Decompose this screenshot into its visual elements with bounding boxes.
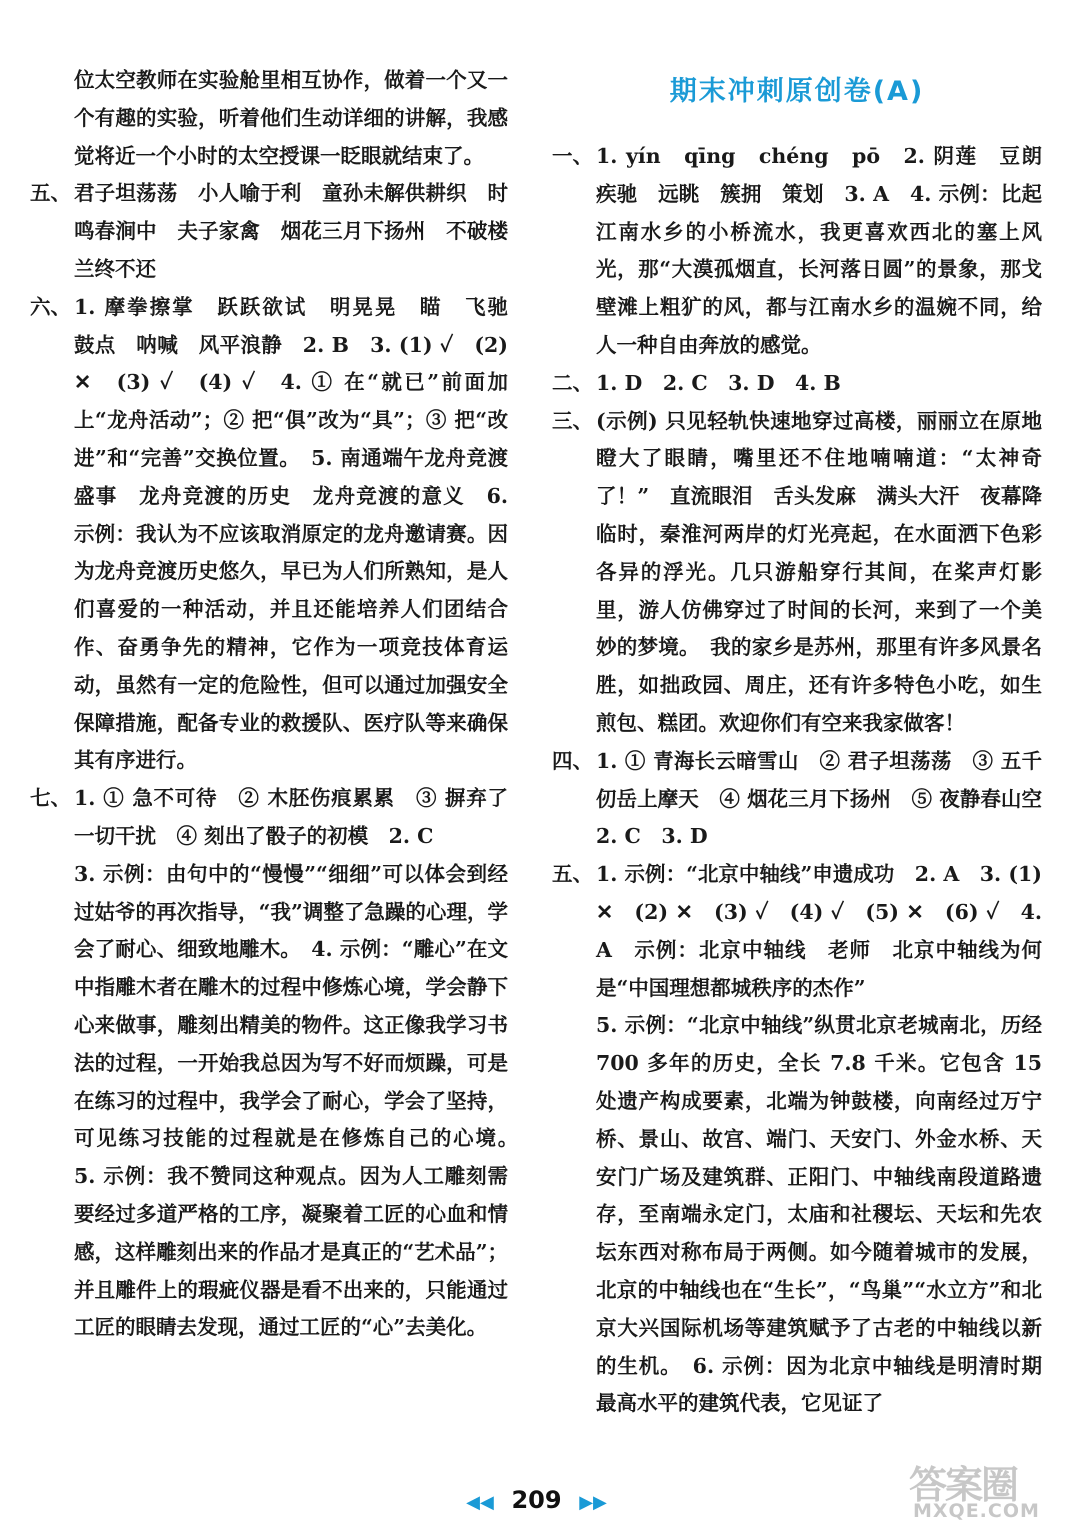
- answer-text: 位太空教师在实验舱里相互协作，做着一个又一个有趣的实验，听着他们生动详细的讲解，我感觉将近一个小时的太空授课一眨眼就结束了。: [74, 68, 508, 168]
- answer-entry: [30, 62, 508, 175]
- answer-entry: [552, 743, 1063, 856]
- answer-text: 1. 摩拳擦掌 跃跃欲试 明晃晃 瞄 飞驰 鼓点 呐喊 风平浪静 2. B 3. (1) ✓ (2) ✕ (3) ✓ (4) ✓ 4. ① 在“就已”前面加上“龙舟活动”；② 把“俱”改为“具”；③ 把“改进”和“完善”交换位置。 5. 南通端午龙舟竞渡盛事 龙舟竞渡的历史 龙舟竞渡的意义 6. 示例：我认为不应该取消原定的龙舟邀请赛。因为龙舟竞渡历史悠久，早已为人们所熟知，是人们喜爱的一种活动，并且还能培养人们团结合作、奋勇争先的精神，它作为一项竞技体育运动，虽然有一定的危险性，但可以通过加强安全保障措施，配备专业的救援队、医疗队等来确保其有序进行。: [74, 294, 529, 773]
- page-number: 209: [511, 1486, 562, 1514]
- answer-text: 1. ① 急不可待 ② 木胚伤痕累累 ③ 摒弃了一切干扰 ④ 刻出了骰子的初模 2. C: [74, 786, 508, 848]
- answer-text: 君子坦荡荡 小人喻于利 童孙未解供耕织 时鸣春涧中 夫子家禽 烟花三月下扬州 不破楼兰终不还: [74, 181, 508, 281]
- right-entries: [552, 138, 1063, 1423]
- answer-text: 1. ① 青海长云暗雪山 ② 君子坦荡荡 ③ 五千仞岳上摩天 ④ 烟花三月下扬州 ⑤ 夜静春山空 2. C 3. D: [596, 748, 1063, 849]
- answer-entry: [30, 780, 508, 856]
- section-label: 一、: [552, 144, 593, 168]
- right-column: [552, 62, 1063, 1423]
- answer-text: 1. D 2. C 3. D 4. B: [596, 370, 841, 395]
- answer-entry: [552, 365, 1042, 403]
- section-label: 五、: [552, 862, 593, 887]
- prev-page-arrow-icon[interactable]: ◀◀: [466, 1492, 494, 1513]
- section-label: 三、: [552, 408, 593, 433]
- section-label: 七、: [30, 786, 71, 811]
- answer-text: (示例) 只见轻轨快速地穿过高楼，丽丽立在原地瞪大了眼睛，嘴里还不住地喃喃道：“太神奇了！” 直流眼泪 舌头发麻 满头大汗 夜幕降临时，秦淮河两岸的灯光亮起，在水面洒下色彩各异的浮光。几只游船穿行其间，在桨声灯影里，游人仿佛穿过了时间的长河，来到了一个美妙的梦境。 我的家乡是苏州，那里有许多风景名胜，如拙政园、周庄，还有许多特色小吃，如生煎包、糕团。欢迎你们有空来我家做客！: [596, 408, 1042, 735]
- section-label: 六、: [30, 294, 71, 319]
- answer-entry: [552, 138, 1063, 365]
- watermark-cn: 答案圈: [909, 1463, 1018, 1507]
- answer-entry: [30, 175, 508, 288]
- watermark-en: MXQE.COM: [913, 1500, 1040, 1522]
- answer-entry: [30, 289, 529, 780]
- answer-text: 1. 示例：“北京中轴线”申遗成功 2. A 3. (1) ✕ (2) ✕ (3) ✓ (4) ✓ (5) ✕ (6) ✓ 4. A 示例：北京中轴线 老师 北京中轴线为何是“中国理想都城秩序的杰作”: [596, 862, 1042, 1000]
- answer-entry: [552, 1007, 1042, 1423]
- section-label: 二、: [552, 370, 593, 395]
- section-label: 四、: [552, 748, 593, 773]
- watermark-logo: [903, 1450, 1053, 1530]
- section-label: 五、: [30, 181, 71, 206]
- answer-text: 1. yín qīng chéng pō 2. 阴莲 豆朗 疾驰 远眺 簇拥 策划 3. A 4. 示例：比起江南水乡的小桥流水，我更喜欢西北的塞上风光，那“大漠孤烟直，长河落日圆”的景象，那戈壁滩上粗犷的风，都与江南水乡的温婉不同，给人一种自由奔放的感觉。: [596, 144, 1063, 357]
- left-column: [30, 62, 529, 1347]
- answer-entry: [30, 856, 529, 1347]
- left-entries: [30, 62, 529, 1347]
- page-title: 期末冲刺原创卷(A): [669, 76, 925, 107]
- next-page-arrow-icon[interactable]: ▶▶: [579, 1492, 607, 1513]
- answer-text: 5. 示例：“北京中轴线”纵贯北京老城南北，历经 700 多年的历史，全长 7.8 千米。它包含 15 处遗产构成要素，北端为钟鼓楼，向南经过万宁桥、景山、故宫、端门、天安门、外金水桥、天安门广场及建筑群、正阳门、中轴线南段道路遗存，至南端永定门，太庙和社稷坛、天坛和先农坛东西对称布局于两侧。如今随着城市的发展，北京的中轴线也在“生长”，“鸟巢”“水立方”和北京大兴国际机场等建筑赋予了古老的中轴线以新的生机。 6. 示例：因为北京中轴线是明清时期最高水平的建筑代表，它见证了: [596, 1013, 1042, 1416]
- answer-entry: [552, 856, 1042, 1007]
- answer-entry: [552, 403, 1042, 743]
- answer-text: 3. 示例：由句中的“慢慢”“细细”可以体会到经过姑爷的再次指导，“我”调整了急躁的心理，学会了耐心、细致地雕木。 4. 示例：“雕心”在文中指雕木者在雕木的过程中修炼心境，学会静下心来做事，雕刻出精美的物件。这正像我学习书法的过程，一开始我总因为写不好而烦躁，可是在练习的过程中，我学会了耐心，学会了坚持，可见练习技能的过程就是在修炼自己的心境。 5. 示例：我不赞同这种观点。因为人工雕刻需要经过多道严格的工序，凝聚着工匠的心血和情感，这样雕刻出来的作品才是真正的“艺术品”；并且雕件上的瑕疵仪器是看不出来的，只能通过工匠的眼睛去发现，通过工匠的“心”去美化。: [74, 861, 529, 1340]
